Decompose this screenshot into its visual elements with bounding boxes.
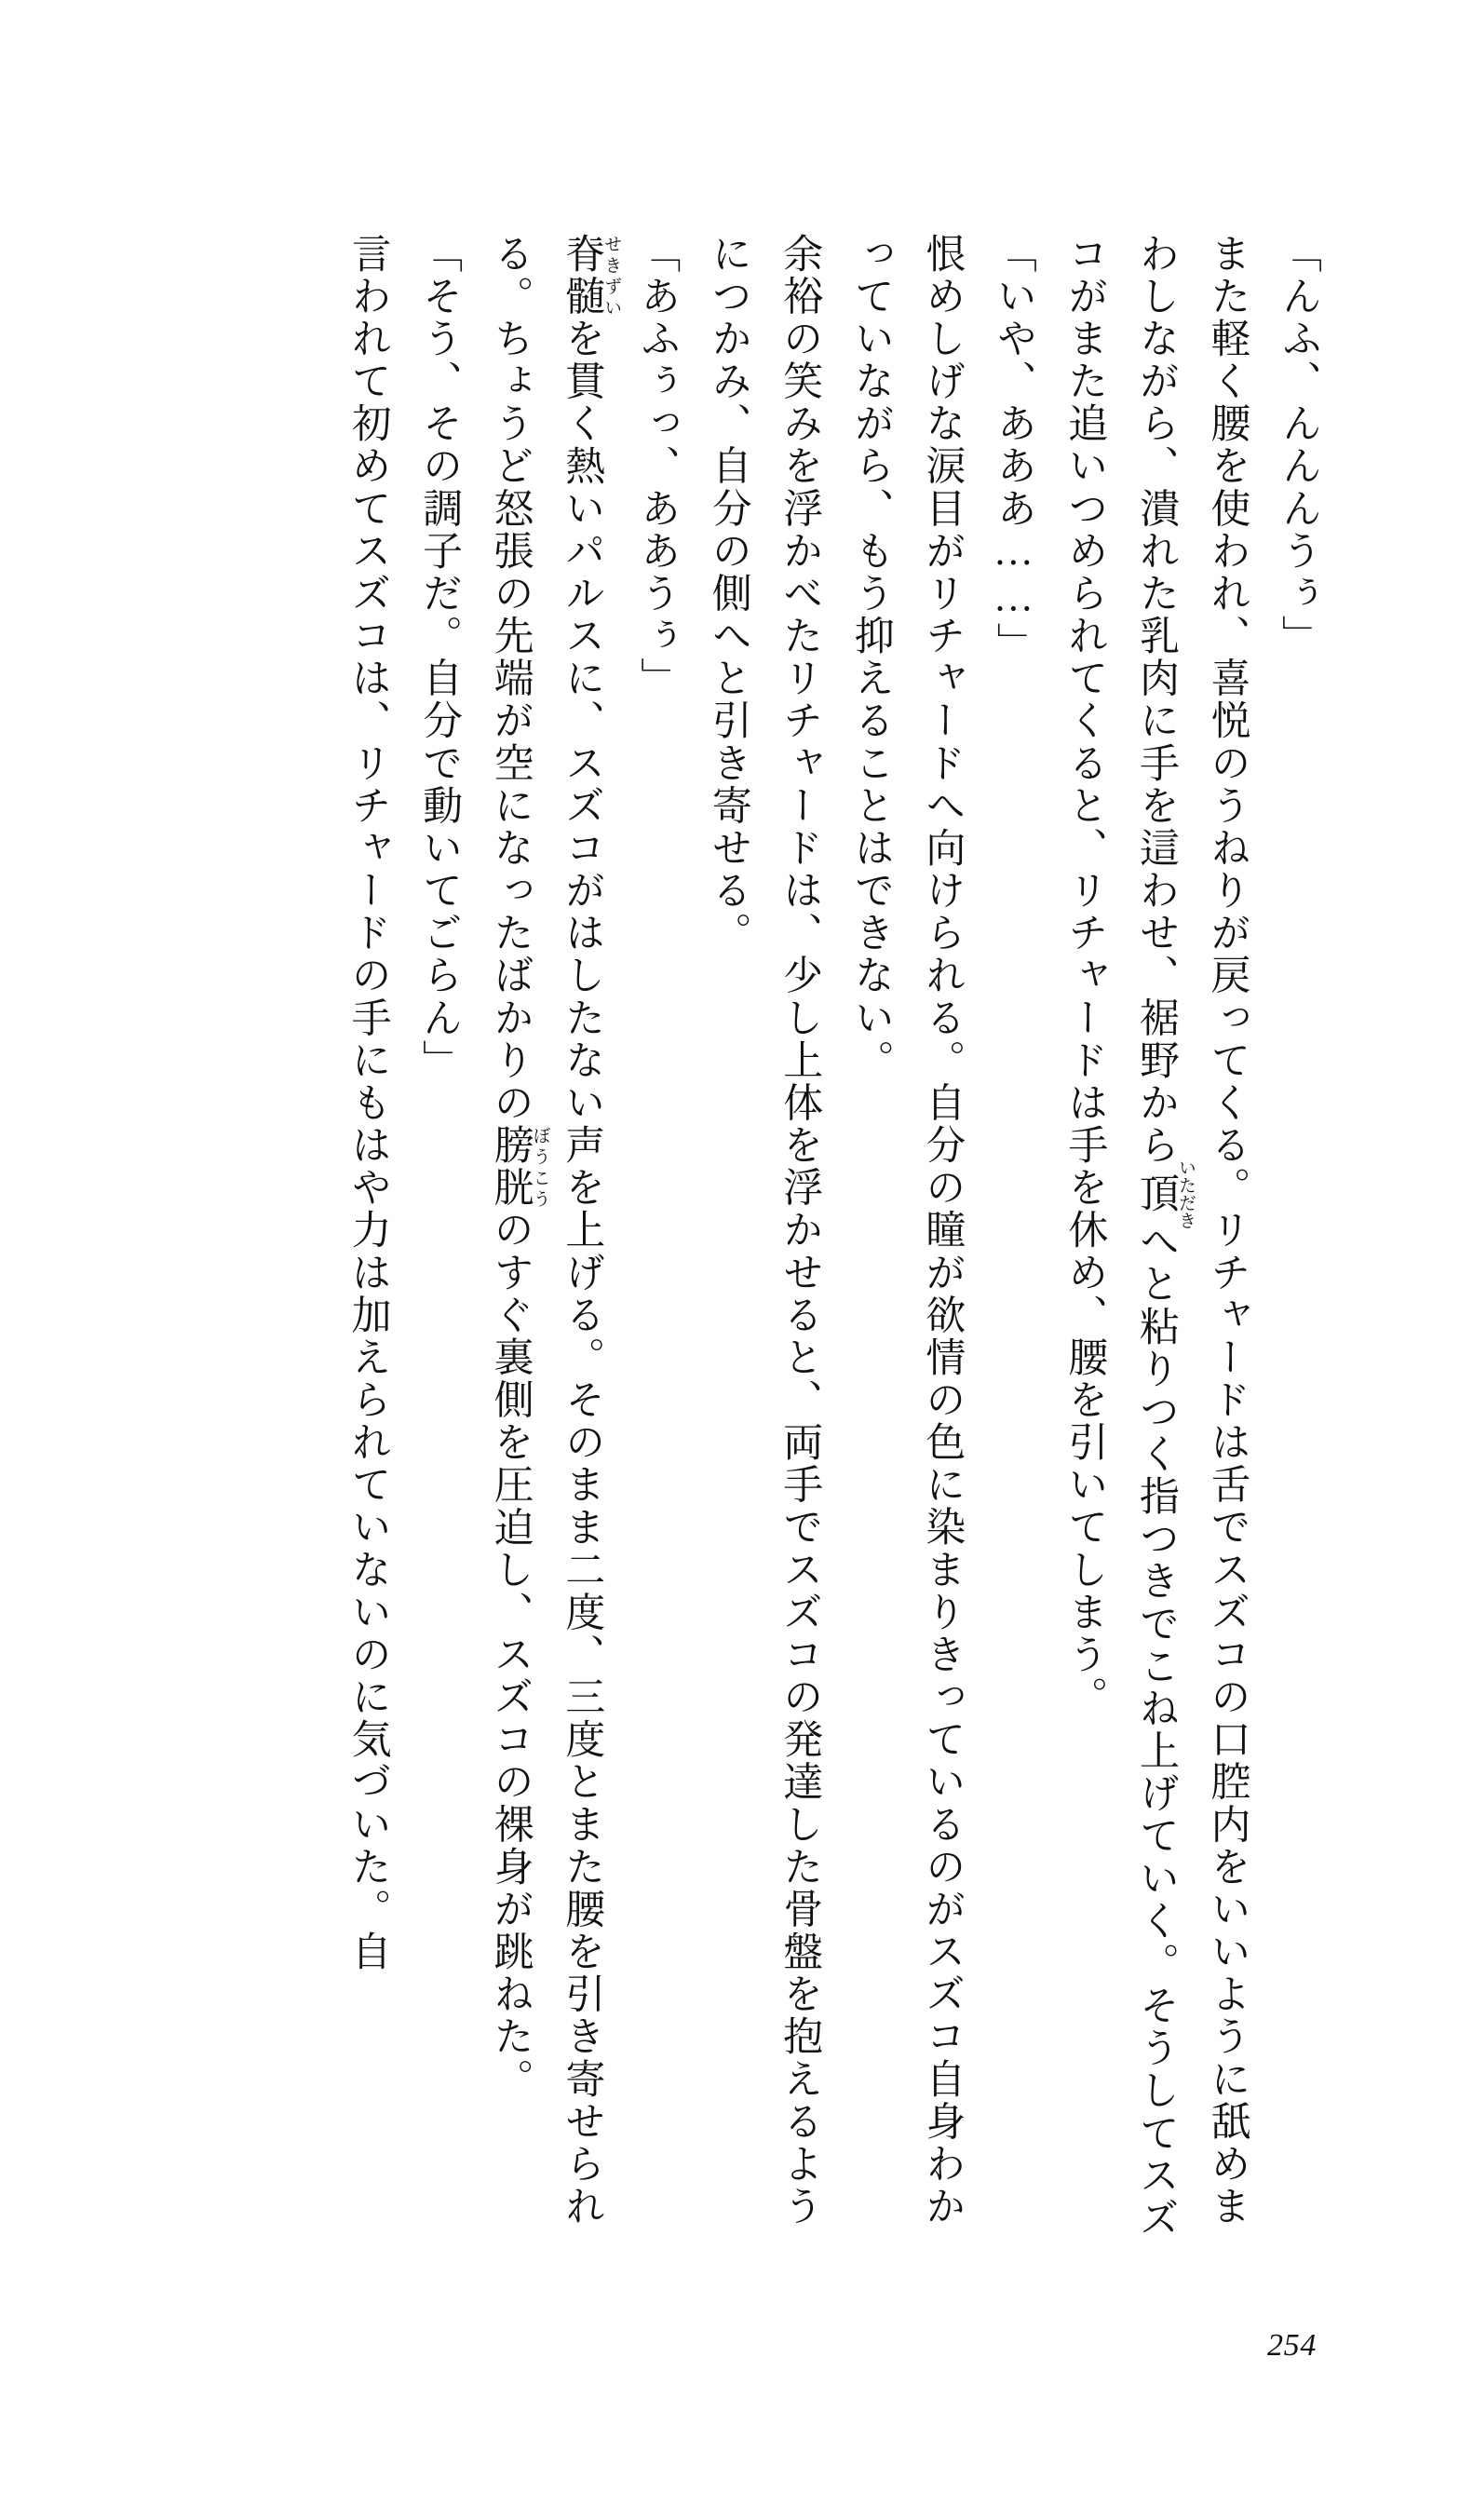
ruby-itadaki: 頂いただき [1133, 1158, 1196, 1229]
paragraph-narration-5: 言われて初めてスズコは、リチャードの手にもはや力は加えられていないのに気づいた。自 [345, 233, 390, 1973]
paragraph-narration-2: 恨めしげな涙目がリチャードへ向けられる。自分の瞳が欲情の色に染まりきっているのがスズコ自身わかっていながら、もう抑えることはできない。 [848, 233, 965, 2229]
ruby-reading: いただき [1175, 1158, 1196, 1229]
paragraph-narration-4: 脊髄せきずいを貫く熱いパルスに、スズコがはしたない声を上げる。そのまま二度、三度とまた腰を引き寄せられる。ちょうど怒張の先端が空になったばかりの膀胱ぼうこうのすぐ裏側を圧迫し、スズコの裸身が跳ねた。 [488, 233, 622, 2229]
ruby-sekizui: 脊髄せきずい [560, 233, 622, 318]
paragraph-narration-3: 余裕の笑みを浮かべたリチャードは、少し上体を浮かせると、両手でスズコの発達した骨盤を抱えるようにつかみ、自分の側へと引き寄せる。 [706, 233, 822, 2229]
paragraph-narration-1: また軽く腰を使われ、喜悦のうねりが戻ってくる。リチャードは舌でスズコの口腔内をいいように舐めまわしながら、潰れた乳肉に手を這わせ、裾野から頂いただきへと粘りつく指つきでこね上げていく。そうしてスズコがまた追いつめられてくると、リチャードは手を休め、腰を引いてしまう。 [1062, 233, 1250, 2240]
vertical-text-body [207, 233, 1333, 2263]
ruby-reading: せきずい [601, 233, 622, 318]
ruby-boukou: 膀胱ぼうこう [488, 1124, 550, 1210]
paragraph-dialogue-4: 「そう、その調子だ。自分で動いてごらん」 [417, 233, 462, 1082]
paragraph-dialogue-1: 「んふ、んんんうぅ」 [1277, 233, 1320, 657]
ruby-reading: ぼうこう [530, 1124, 550, 1210]
paragraph-dialogue-3: 「あふぅっ、ああうぅ」 [635, 233, 680, 700]
page-number: 254 [1266, 2328, 1317, 2363]
paragraph-dialogue-2: 「いや、あああ……」 [991, 233, 1035, 665]
